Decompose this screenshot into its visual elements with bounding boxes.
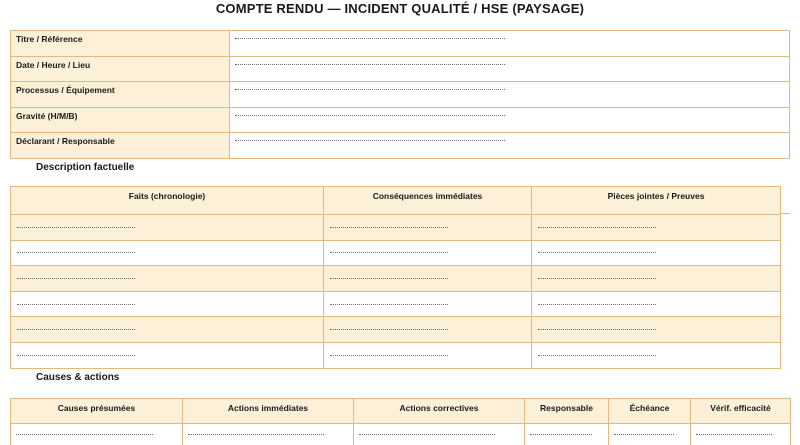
- info-label: Gravité (H/M/B): [11, 107, 230, 133]
- actions-header-row: [11, 399, 791, 424]
- description-cell[interactable]: [11, 266, 324, 292]
- description-cell[interactable]: [324, 317, 532, 343]
- info-row: [11, 56, 790, 82]
- info-table: [10, 30, 790, 159]
- description-cell[interactable]: [532, 342, 781, 368]
- description-cell[interactable]: [11, 240, 324, 266]
- dotted-line: [538, 252, 656, 253]
- dotted-line: [17, 355, 135, 356]
- info-label: Déclarant / Responsable: [11, 133, 230, 159]
- dotted-line: [17, 252, 135, 253]
- dotted-line: [538, 227, 656, 228]
- column-header: Responsable: [525, 399, 609, 424]
- info-row: [11, 133, 790, 159]
- dotted-line: [17, 304, 135, 305]
- info-label: Processus / Équipement: [11, 82, 230, 108]
- info-value-field[interactable]: [230, 56, 790, 82]
- dotted-line: [696, 434, 772, 435]
- dotted-line: [359, 434, 495, 435]
- description-cell[interactable]: [324, 215, 532, 241]
- column-header: Faits (chronologie): [11, 187, 324, 215]
- column-header: Pièces jointes / Preuves: [532, 187, 781, 215]
- dotted-line: [235, 140, 505, 141]
- column-header: Échéance: [609, 399, 691, 424]
- info-value-field[interactable]: [230, 31, 790, 57]
- description-cell[interactable]: [532, 240, 781, 266]
- dotted-line: [16, 434, 153, 435]
- description-cell[interactable]: [11, 291, 324, 317]
- description-row: [11, 240, 781, 266]
- document-title: COMPTE RENDU — INCIDENT QUALITÉ / HSE (PAYSAGE): [215, 1, 585, 16]
- actions-cell[interactable]: [525, 424, 609, 445]
- actions-cell[interactable]: [11, 424, 183, 445]
- dotted-line: [235, 115, 505, 116]
- column-header: Vérif. efficacité: [691, 399, 791, 424]
- description-row: [11, 291, 781, 317]
- info-row: [11, 107, 790, 133]
- dotted-line: [235, 89, 505, 90]
- dotted-line: [538, 329, 656, 330]
- dotted-line: [235, 38, 505, 39]
- dotted-line: [235, 64, 505, 65]
- info-value-field[interactable]: [230, 133, 790, 159]
- description-cell[interactable]: [11, 342, 324, 368]
- dotted-line: [330, 304, 448, 305]
- description-table: [10, 186, 781, 369]
- info-row: [11, 31, 790, 57]
- dotted-line: [17, 278, 135, 279]
- description-cell[interactable]: [11, 317, 324, 343]
- dotted-line: [330, 355, 448, 356]
- dotted-line: [330, 329, 448, 330]
- info-row: [11, 82, 790, 108]
- description-cell[interactable]: [532, 215, 781, 241]
- section-heading-actions: Causes & actions: [36, 372, 120, 383]
- description-cell[interactable]: [324, 266, 532, 292]
- description-cell[interactable]: [532, 291, 781, 317]
- description-row: [11, 215, 781, 241]
- info-value-field[interactable]: [230, 107, 790, 133]
- description-row: [11, 266, 781, 292]
- actions-cell[interactable]: [691, 424, 791, 445]
- section-heading-description: Description factuelle: [36, 162, 135, 173]
- column-header: Actions correctives: [354, 399, 525, 424]
- dotted-line: [614, 434, 674, 435]
- info-label: Titre / Référence: [11, 31, 230, 57]
- description-cell[interactable]: [324, 291, 532, 317]
- column-header: Actions immédiates: [183, 399, 354, 424]
- description-row: [11, 342, 781, 368]
- table-border-tick: [780, 213, 790, 214]
- info-label: Date / Heure / Lieu: [11, 56, 230, 82]
- actions-row: [11, 424, 791, 445]
- dotted-line: [17, 329, 135, 330]
- dotted-line: [530, 434, 592, 435]
- info-value-field[interactable]: [230, 82, 790, 108]
- actions-table: [10, 398, 791, 445]
- column-header: Causes présumées: [11, 399, 183, 424]
- description-cell[interactable]: [324, 342, 532, 368]
- column-header: Conséquences immédiates: [324, 187, 532, 215]
- dotted-line: [538, 304, 656, 305]
- actions-cell[interactable]: [183, 424, 354, 445]
- dotted-line: [330, 252, 448, 253]
- description-cell[interactable]: [324, 240, 532, 266]
- description-header-row: [11, 187, 781, 215]
- dotted-line: [17, 227, 135, 228]
- actions-cell[interactable]: [609, 424, 691, 445]
- dotted-line: [330, 278, 448, 279]
- description-cell[interactable]: [532, 266, 781, 292]
- description-cell[interactable]: [532, 317, 781, 343]
- description-row: [11, 317, 781, 343]
- dotted-line: [188, 434, 324, 435]
- actions-cell[interactable]: [354, 424, 525, 445]
- dotted-line: [538, 278, 656, 279]
- description-cell[interactable]: [11, 215, 324, 241]
- dotted-line: [538, 355, 656, 356]
- dotted-line: [330, 227, 448, 228]
